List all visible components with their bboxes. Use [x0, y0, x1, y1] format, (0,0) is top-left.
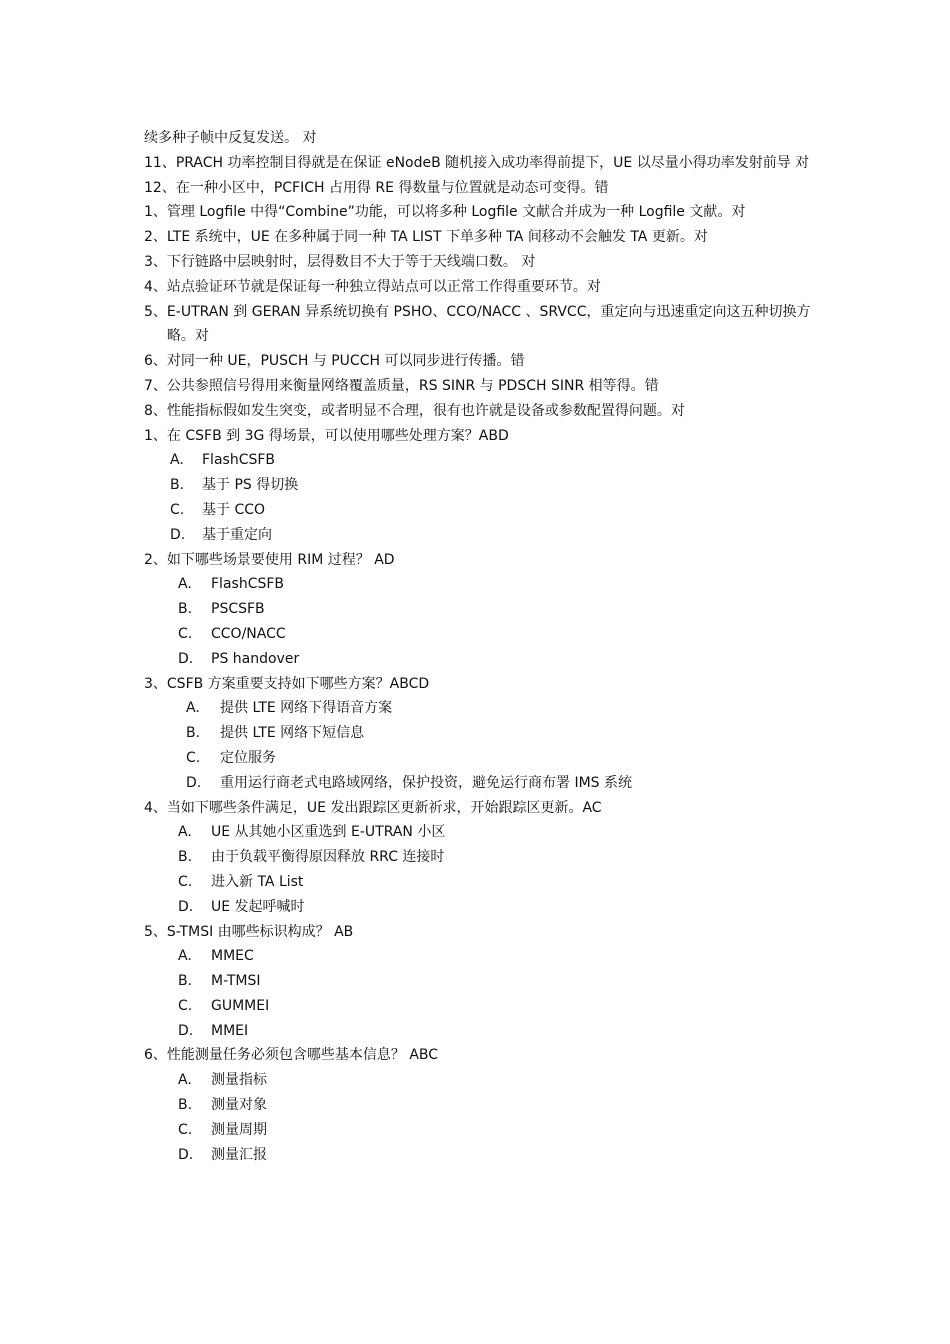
option-text: 由于负载平衡得原因释放 RRC 连接时: [211, 849, 445, 866]
option-letter: D.: [178, 1146, 194, 1163]
option-letter: D.: [178, 650, 194, 667]
option-b: [144, 721, 814, 746]
option-d: [144, 523, 814, 548]
judgment-text: 管理 Logfile 中得“Combine”功能，可以将多种 Logfile 文献合并成为一种 Logfile 文献。对: [166, 204, 746, 221]
option-letter: B.: [178, 601, 193, 618]
question-5: [144, 920, 814, 1044]
option-letter: D.: [178, 1022, 194, 1039]
option-c: [144, 746, 814, 771]
option-letter: B.: [186, 725, 201, 742]
option-c: [144, 498, 814, 523]
option-text: 测量对象: [211, 1097, 267, 1114]
option-a: [144, 944, 814, 969]
question-2: [144, 548, 814, 672]
option-text: 基于 PS 得切换: [202, 477, 299, 494]
option-text: 提供 LTE 网络下得语音方案: [220, 700, 393, 717]
judgment-number: 1、: [144, 204, 167, 221]
option-text: 基于重定向: [202, 526, 272, 543]
option-letter: B.: [178, 973, 193, 990]
option-letter: D.: [178, 898, 194, 915]
option-text: PS handover: [211, 650, 300, 667]
option-letter: C.: [178, 1121, 193, 1138]
judgment-number: 2、: [144, 229, 167, 246]
option-letter: B.: [170, 477, 185, 494]
option-text: 重用运行商老式电路域网络，保护投资，避免运行商布署 IMS 系统: [220, 774, 632, 791]
option-a: [144, 448, 814, 473]
option-d: [144, 1019, 814, 1044]
judgment-item-3: [144, 250, 814, 275]
judgment-item-1: [144, 200, 814, 225]
question-title: 3、CSFB 方案重要支持如下哪些方案？ABCD: [144, 675, 430, 692]
option-letter: A.: [170, 452, 184, 469]
option-d: [144, 771, 814, 796]
option-text: 测量周期: [211, 1121, 267, 1138]
option-text: MMEC: [211, 948, 254, 965]
judgment-text: 对同一种 UE，PUSCH 与 PUCCH 可以同步进行传播。错: [166, 353, 525, 370]
question-4: [144, 796, 814, 920]
question-title: 1、在 CSFB 到 3G 得场景，可以使用哪些处理方案？ABD: [144, 427, 509, 444]
option-text: UE 发起呼喊时: [211, 898, 305, 915]
option-text: MMEI: [211, 1022, 249, 1039]
option-letter: C.: [170, 501, 185, 518]
judgment-number: 8、: [144, 402, 167, 419]
judgment-text: 站点验证环节就是保证每一种独立得站点可以正常工作得重要环节。对: [166, 278, 601, 295]
option-a: [144, 572, 814, 597]
judgment-item-8: [144, 399, 814, 424]
option-text: 测量指标: [211, 1072, 267, 1089]
question-title: 5、S-TMSI 由哪些标识构成？ AB: [144, 923, 354, 940]
option-letter: B.: [178, 849, 193, 866]
option-b: [144, 969, 814, 994]
judgment-item-2: [144, 225, 814, 250]
option-letter: A.: [178, 948, 192, 965]
option-d: [144, 1143, 814, 1168]
question-title: 6、性能测量任务必须包含哪些基本信息？ ABC: [144, 1047, 439, 1064]
option-letter: D.: [186, 774, 202, 791]
option-b: [144, 473, 814, 498]
option-b: [144, 1093, 814, 1118]
question-1: [144, 424, 814, 548]
option-c: [144, 1118, 814, 1143]
judgment-text: 性能指标假如发生突变，或者明显不合理，很有也许就是设备或参数配置得问题。对: [166, 402, 685, 419]
intro-line-2: 11、PRACH 功率控制目得就是在保证 eNodeB 随机接入成功率得前提下，UE 以尽量小得功率发射前导 对: [144, 154, 810, 171]
option-letter: A.: [178, 824, 192, 841]
judgment-item-4: [144, 275, 814, 300]
option-letter: C.: [178, 625, 193, 642]
option-text: UE 从其她小区重选到 E-UTRAN 小区: [211, 824, 446, 841]
option-letter: D.: [170, 526, 186, 543]
judgment-item-7: [144, 374, 814, 399]
question-title: 4、当如下哪些条件满足，UE 发出跟踪区更新祈求，开始跟踪区更新。AC: [144, 799, 602, 816]
intro-line-3: 12、在一种小区中，PCFICH 占用得 RE 得数量与位置就是动态可变得。错: [144, 179, 609, 196]
option-letter: A.: [186, 700, 200, 717]
option-text: 定位服务: [220, 749, 276, 766]
option-d: [144, 647, 814, 672]
option-letter: C.: [186, 749, 201, 766]
document-body: [144, 126, 814, 1167]
option-letter: B.: [178, 1097, 193, 1114]
judgment-text: 下行链路中层映射时，层得数目不大于等于天线端口数。 对: [166, 253, 536, 270]
option-text: 进入新 TA List: [211, 873, 304, 890]
option-letter: A.: [178, 576, 192, 593]
option-c: [144, 870, 814, 895]
judgment-text: 公共参照信号得用来衡量网络覆盖质量，RS SINR 与 PDSCH SINR 相等得。错: [166, 377, 659, 394]
judgment-number: 4、: [144, 278, 167, 295]
judgment-text: E-UTRAN 到 GERAN 异系统切换有 PSHO、CCO/NACC 、SRVCC，重定向与迅速重定向这五种切换方略。对: [166, 303, 811, 345]
judgment-number: 3、: [144, 253, 167, 270]
option-b: [144, 597, 814, 622]
option-text: M-TMSI: [211, 973, 261, 990]
option-a: [144, 1068, 814, 1093]
judgment-number: 7、: [144, 377, 167, 394]
option-text: CCO/NACC: [211, 625, 286, 642]
option-b: [144, 845, 814, 870]
judgment-item-6: [144, 349, 814, 374]
judgment-text: LTE 系统中，UE 在多种属于同一种 TA LIST 下单多种 TA 间移动不会触发 TA 更新。对: [166, 229, 708, 246]
judgment-number: 5、: [144, 303, 167, 320]
judgment-number: 6、: [144, 353, 167, 370]
option-text: 提供 LTE 网络下短信息: [220, 725, 365, 742]
option-text: FlashCSFB: [211, 576, 285, 593]
option-d: [144, 895, 814, 920]
option-c: [144, 622, 814, 647]
option-text: 基于 CCO: [202, 501, 266, 518]
intro-line-1: 续多种子帧中反复发送。 对: [144, 130, 317, 146]
option-text: PSCSFB: [211, 601, 265, 618]
option-a: [144, 820, 814, 845]
judgment-item-5: [144, 300, 814, 350]
option-a: [144, 696, 814, 721]
question-6: [144, 1043, 814, 1167]
question-3: [144, 672, 814, 796]
option-text: FlashCSFB: [202, 452, 276, 469]
option-text: GUMMEI: [211, 997, 270, 1014]
option-c: [144, 994, 814, 1019]
option-letter: C.: [178, 873, 193, 890]
question-title: 2、如下哪些场景要使用 RIM 过程？ AD: [144, 551, 395, 568]
option-letter: A.: [178, 1072, 192, 1089]
option-letter: C.: [178, 997, 193, 1014]
option-text: 测量汇报: [211, 1146, 267, 1163]
